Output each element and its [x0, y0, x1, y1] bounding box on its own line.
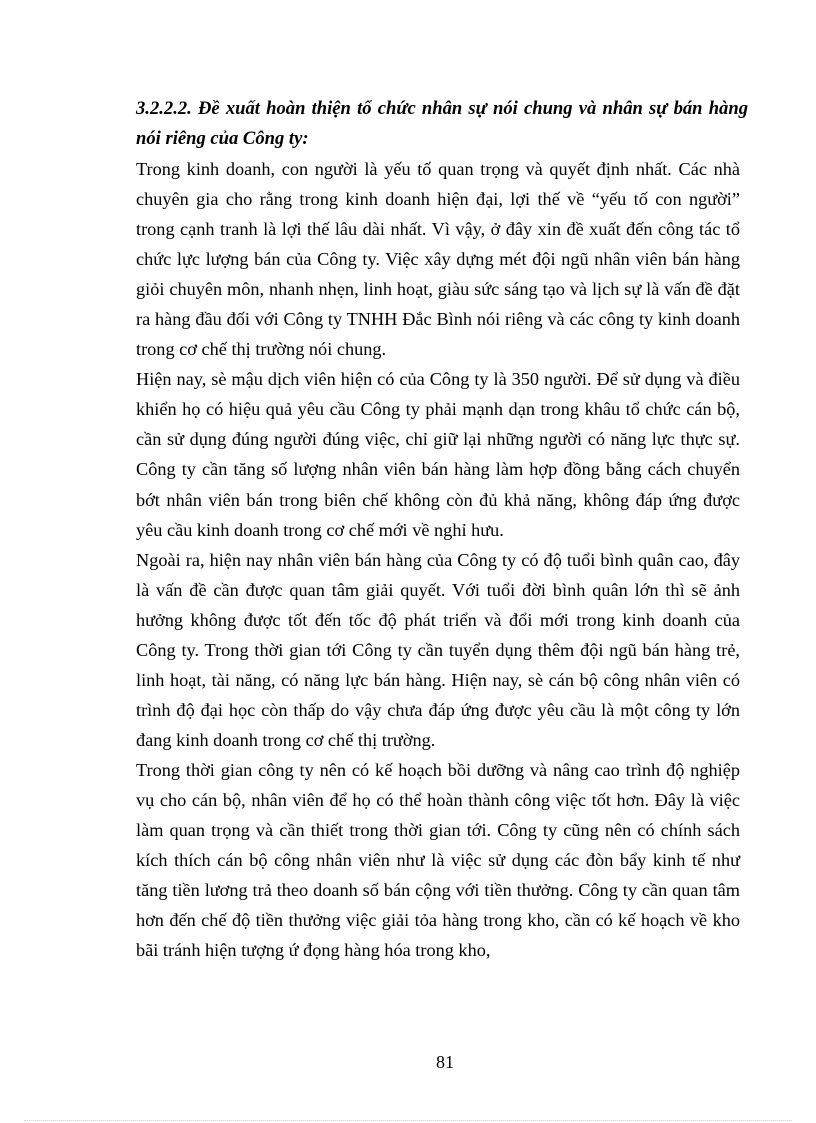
paragraph-human-factor: Trong kinh doanh, con người là yếu tố quan trọng và quyết định nhất. Các nhà chuyên gia cho rằng trong kinh doanh hiện đại, lợi thế về “yếu tố con người” trong cạnh tranh là lợi thế lâu dài nhất. Vì vậy, ở đây xin đề xuất đến công tác tổ chức lực lượng bán của Công ty. Việc xây dựng mét đội ngũ nhân viên bán hàng giỏi chuyên môn, nhanh nhẹn, linh hoạt, giàu sức sáng tạo và lịch sự là vấn đề đặt ra hàng đầu đối với Công ty TNHH Đắc Bình nói riêng và các công ty kinh doanh trong cơ chế thị trường nói chung.: [136, 159, 740, 360]
paragraph-staff-count: Hiện nay, sè mậu dịch viên hiện có của Công ty là 350 người. Để sử dụng và điều khiển họ có hiệu quả yêu cầu Công ty phải mạnh dạn trong khâu tổ chức cán bộ, cần sử dụng đúng người đúng việc, chỉ giữ lại những người có năng lực thực sự. Công ty cần tăng số lượng nhân viên bán hàng làm hợp đồng bằng cách chuyển bớt nhân viên bán trong biên chế không còn đủ khả năng, không đáp ứng được yêu cầu kinh doanh trong cơ chế mới về nghỉ hưu.: [136, 369, 740, 540]
page-bottom-divider: [24, 1120, 792, 1121]
paragraph-staff-age: Ngoài ra, hiện nay nhân viên bán hàng của Công ty có độ tuổi bình quân cao, đây là vấn đề cần được quan tâm giải quyết. Với tuổi đời bình quân lớn thì sẽ ảnh hưởng không được tốt đến tốc độ phát triển và đổi mới trong kinh doanh của Công ty. Trong thời gian tới Công ty cần tuyển dụng thêm đội ngũ bán hàng trẻ, linh hoạt, tài năng, có năng lực bán hàng. Hiện nay, sè cán bộ công nhân viên có trình độ đại học còn thấp do vậy chưa đáp ứng được yêu cầu là một công ty lớn đang kinh doanh trong cơ chế thị trường.: [136, 549, 740, 750]
paragraph-training: Trong thời gian công ty nên có kế hoạch bồi dưỡng và nâng cao trình độ nghiệp vụ cho cán bộ, nhân viên để họ có thể hoàn thành công việc tốt hơn. Đây là việc làm quan trọng và cần thiết trong thời gian tới. Công ty cũng nên có chính sách kích thích cán bộ công nhân viên như là việc sử dụng các đòn bẩy kinh tế như tăng tiền lương trả theo doanh số bán cộng với tiền thưởng. Công ty cần quan tâm hơn đến chế độ tiền thưởng việc giải tỏa hàng trong kho, cần có kế hoạch về kho bãi tránh hiện tượng ứ đọng hàng hóa trong kho,: [136, 759, 740, 961]
body-text: [136, 154, 740, 965]
section-heading: 3.2.2.2. Đề xuất hoàn thiện tổ chức nhân sự nói chung và nhân sự bán hàng nói riêng của Công ty:: [136, 98, 748, 149]
page-number: 81: [436, 1052, 454, 1072]
